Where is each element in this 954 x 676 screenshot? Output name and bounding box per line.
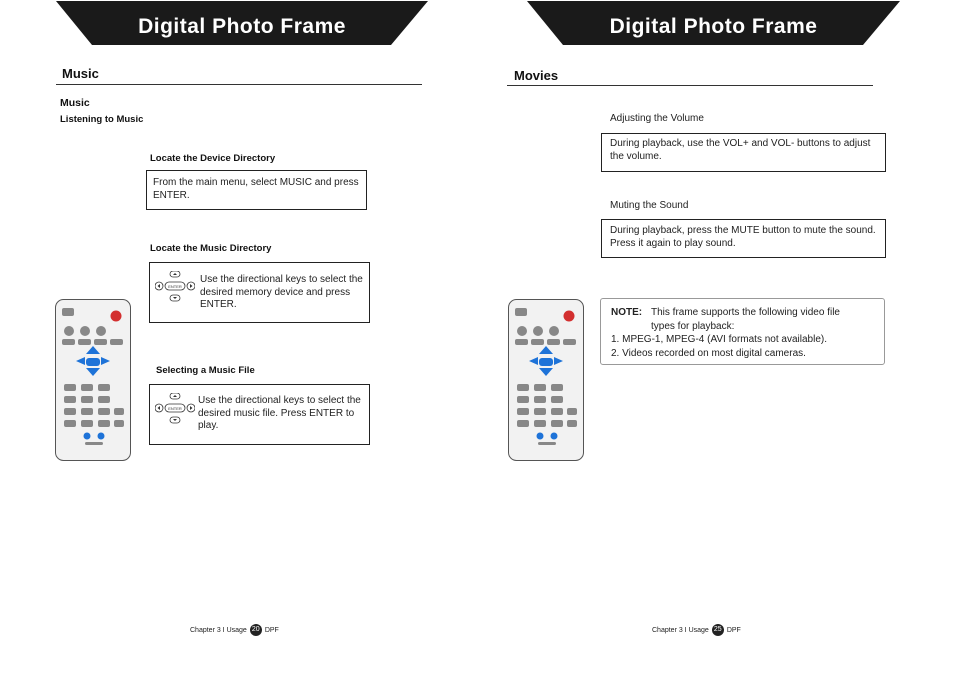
step-text-music-dir: Use the directional keys to select the desired memory device and press ENTER. <box>200 274 363 310</box>
left-footer-prefix: Chapter 3 I Usage <box>190 626 247 634</box>
right-page-number: 25 <box>712 624 724 636</box>
step-heading-music-dir: Locate the Music Directory <box>150 243 272 254</box>
right-footer <box>652 624 741 636</box>
note-intro: This frame supports the following video file types for playback: <box>651 307 840 332</box>
mute-label: Muting the Sound <box>610 200 689 211</box>
power-icon <box>111 311 122 322</box>
volume-label: Adjusting the Volume <box>610 113 704 124</box>
left-subsubheading: Listening to Music <box>60 114 144 125</box>
directional-keypad-icon <box>155 393 195 425</box>
left-banner-title: Digital Photo Frame <box>138 15 346 38</box>
step-text-music-file: Use the directional keys to select the desired music file. Press ENTER to play. <box>198 395 361 431</box>
left-section-title: Music <box>62 66 99 81</box>
step-box-music-dir <box>149 262 370 323</box>
left-footer-suffix: DPF <box>264 626 279 634</box>
right-footer-prefix: Chapter 3 I Usage <box>652 626 709 634</box>
step-box-music-file <box>149 384 370 445</box>
right-banner <box>527 1 900 45</box>
left-footer <box>190 624 279 636</box>
right-section-title: Movies <box>514 68 559 83</box>
mute-box <box>601 219 886 258</box>
right-section-rule <box>507 85 873 86</box>
note-list-item: 1. MPEG-1, MPEG-4 (AVI formats not available). <box>611 334 827 345</box>
step-heading-device: Locate the Device Directory <box>150 153 276 164</box>
note-label: NOTE: <box>611 307 643 318</box>
keypad-enter-label: ENTER <box>168 284 182 289</box>
directional-keypad-icon <box>155 271 195 303</box>
keypad-enter-label: ENTER <box>168 406 182 411</box>
mute-text: During playback, press the MUTE button to mute the sound. Press it again to play sound. <box>610 225 876 249</box>
note-list-item: 2. Videos recorded on most digital cameras. <box>611 347 806 359</box>
left-page-number: 20 <box>250 624 262 636</box>
note-box <box>600 298 885 365</box>
right-banner-title: Digital Photo Frame <box>609 15 818 38</box>
volume-text: During playback, use the VOL+ and VOL- buttons to adjust the volume. <box>610 138 871 162</box>
power-icon <box>564 311 575 322</box>
right-footer-suffix: DPF <box>726 626 741 634</box>
left-banner <box>56 1 428 45</box>
left-subheading: Music <box>60 97 90 109</box>
left-section-rule <box>56 84 422 85</box>
volume-box <box>601 133 886 172</box>
remote-control-icon <box>55 299 131 461</box>
step-heading-music-file: Selecting a Music File <box>156 365 255 376</box>
remote-control-icon <box>508 299 584 461</box>
step-text-device: From the main menu, select MUSIC and press ENTER. <box>153 177 359 201</box>
step-box-device <box>146 170 367 210</box>
